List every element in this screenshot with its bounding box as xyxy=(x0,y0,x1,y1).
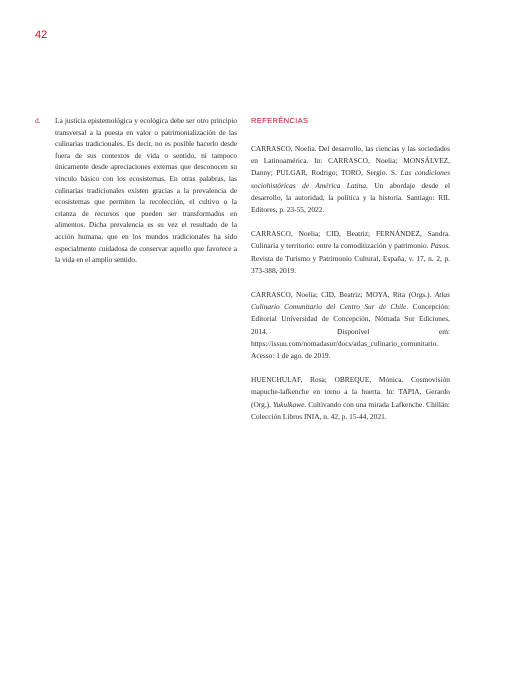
reference-text: CARRASCO, Noelia; CID, Beatriz; MOYA, Rita (Orgs.). xyxy=(251,290,435,300)
references-list xyxy=(251,143,450,423)
reference-entry xyxy=(251,374,450,423)
reference-entry xyxy=(251,289,450,362)
reference-title: Atlas Culinario Comunitario del Centro Sur de Chile xyxy=(251,290,450,312)
reference-entry xyxy=(251,228,450,277)
references-column xyxy=(251,115,450,435)
reference-title: Pasos xyxy=(430,241,449,251)
reference-entry xyxy=(251,143,450,216)
reference-text: . Cultivando con una mirada Lafkenche. Chillán: Colección Libros INIA, n. 42, p. 15-44, 2021. xyxy=(251,399,450,421)
list-item-text: La justicia epistemológica y ecológica debe ser otro principio transversal a la puesta en valor o patrimonialización de las culinarias tradicionales. Es decir, no es posible hacerlo desde fuera de sus contextos de vida o sentido, ni tampoco únicamente desde apreciaciones externas que desconocen su vínculo básico con los ecosistemas. En otras palabras, las culinarias tradicionales existen gracias a la prevalencia de ecosistemas que permiten la recolección, el cultivo o la crianza de recursos que pueden ser transformados en alimentos. Dicha prevalencia es su vez el resultado de la acción humana, que en los mundos tradicionales ha sido especialmente cuidadosa de conservar aquello que favorece a la vida en el amplio sentido. xyxy=(55,116,237,265)
body-column xyxy=(35,115,237,266)
reference-text: . Concepción: Editorial Universidad de Concepción, Nómada Sur Ediciones, 2014. Disponível em: https://issuu.com/nomadasur/docs/atlas_culinario_comunitario. Acesso: 1 de ago. de 2019. xyxy=(251,302,450,361)
page-number: 42 xyxy=(35,29,48,41)
reference-title: Yukulkawe xyxy=(273,399,305,409)
reference-text: . Un abordaje desde el desarrollo, la autoridad, la política y la historia. Santiago: RIL Editores, p. 23-55, 2022. xyxy=(251,180,451,215)
reference-text: . Revista de Turismo y Patrimonio Cultural, España, v. 17, n. 2, p. 373-388, 2019. xyxy=(251,241,450,275)
reference-text: HUENCHULAF, Rosa; OBREQUE, Mónica. Cosmovisión mapuche-lafkenche en torno a la huerta. In: TAPIA, Gerardo (Org.). xyxy=(251,375,450,409)
reference-title: Las condiciones sociohistóricas de América Latina xyxy=(251,168,450,190)
list-item xyxy=(35,115,237,266)
reference-text: CARRASCO, Noelia; CID, Beatriz; FERNÁNDEZ, Sandra. Culinaria y territorio: entre la comoditización y patrimonio. xyxy=(251,229,450,251)
references-heading: REFERÊNCIAS xyxy=(251,116,309,125)
reference-text: CARRASCO, Noelia. Del desarrollo, las ciencias y las sociedades en Latinoamérica. In: CARRASCO, Noelia; MONSÁLVEZ, Danny; PULGAR, Rodrigo; TORO, Sergio. S. xyxy=(251,144,450,178)
list-item-marker: d. xyxy=(35,116,41,125)
